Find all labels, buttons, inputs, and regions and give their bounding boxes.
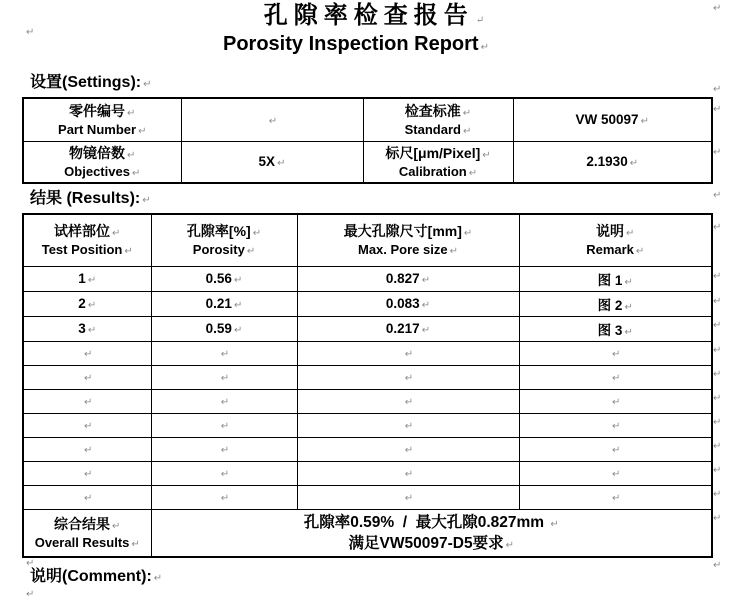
table-row <box>23 413 712 437</box>
part-number-value-cell[interactable] <box>181 98 363 141</box>
test-position-cell[interactable] <box>23 485 151 509</box>
paragraph-mark: ↵ <box>612 493 621 504</box>
paragraph-mark: ↵ <box>421 299 431 311</box>
pore-size-cell[interactable] <box>297 485 519 509</box>
calibration-value-cell[interactable] <box>513 141 712 183</box>
paragraph-mark: ↵ <box>462 107 472 119</box>
part-number-label-zh: 零件编号 <box>69 102 126 119</box>
table-row <box>23 485 712 509</box>
results-heading[interactable] <box>30 189 151 209</box>
pore-size-header-en: Max. Pore size <box>358 242 448 258</box>
porosity-header-cell[interactable] <box>151 214 297 266</box>
test-position-cell[interactable] <box>23 413 151 437</box>
standard-value-cell[interactable] <box>513 98 712 141</box>
paragraph-mark: ↵ <box>713 441 722 452</box>
pore-size-cell[interactable] <box>297 316 519 341</box>
porosity-value: 0.21 <box>205 295 232 311</box>
paragraph-mark: ↵ <box>220 445 230 456</box>
paragraph-mark: ↵ <box>220 373 230 384</box>
paragraph-mark: ↵ <box>26 558 35 569</box>
porosity-value: 0.56 <box>205 270 232 286</box>
paragraph-mark: ↵ <box>112 520 121 532</box>
porosity-cell[interactable] <box>151 413 297 437</box>
results-table <box>22 213 713 558</box>
paragraph-mark: ↵ <box>127 107 136 119</box>
remark-cell[interactable] <box>519 266 712 291</box>
paragraph-mark: ↵ <box>421 324 431 336</box>
paragraph-mark: ↵ <box>713 489 722 500</box>
standard-label-en: Standard <box>404 121 461 137</box>
paragraph-mark: ↵ <box>404 493 414 504</box>
paragraph-mark: ↵ <box>612 397 621 408</box>
paragraph-mark: ↵ <box>713 271 722 282</box>
test-position-header-en: Test Position <box>41 242 123 258</box>
paragraph-mark: ↵ <box>713 190 722 201</box>
paragraph-mark: ↵ <box>143 79 152 90</box>
calibration-label-cell[interactable] <box>363 141 513 183</box>
paragraph-mark: ↵ <box>612 349 621 360</box>
table-row <box>23 341 712 365</box>
test-position-cell[interactable] <box>23 316 151 341</box>
paragraph-mark: ↵ <box>142 195 151 206</box>
porosity-cell[interactable] <box>151 389 297 413</box>
overall-results-line2: 满足VW50097-D5要求 <box>348 534 504 552</box>
porosity-cell[interactable] <box>151 266 297 291</box>
porosity-value: 0.59 <box>205 320 232 336</box>
paragraph-mark: ↵ <box>421 274 431 286</box>
pore-size-value: 0.827 <box>385 270 420 286</box>
overall-results-label-cell[interactable] <box>23 509 151 557</box>
paragraph-mark: ↵ <box>713 465 722 476</box>
paragraph-mark: ↵ <box>246 246 256 258</box>
pore-size-cell[interactable] <box>297 365 519 389</box>
paragraph-mark: ↵ <box>612 373 621 384</box>
remark-header-en: Remark <box>586 242 634 258</box>
paragraph-mark: ↵ <box>468 167 478 179</box>
porosity-cell[interactable] <box>151 485 297 509</box>
paragraph-mark: ↵ <box>220 397 230 408</box>
porosity-header-en: Porosity <box>192 242 245 258</box>
paragraph-mark: ↵ <box>233 299 243 311</box>
paragraph-mark: ↵ <box>404 469 414 480</box>
calibration-label-zh: 标尺[μm/Pixel] <box>385 144 481 161</box>
paragraph-mark: ↵ <box>626 228 635 240</box>
remark-header-cell[interactable] <box>519 214 712 266</box>
paragraph-mark: ↵ <box>462 125 472 137</box>
paragraph-mark: ↵ <box>550 518 559 530</box>
paragraph-mark: ↵ <box>233 324 243 336</box>
paragraph-mark: ↵ <box>84 373 93 384</box>
test-position-cell[interactable] <box>23 365 151 389</box>
calibration-label-en: Calibration <box>398 163 467 179</box>
remark-cell[interactable] <box>519 316 712 341</box>
paragraph-mark: ↵ <box>233 274 243 286</box>
paragraph-mark: ↵ <box>713 369 722 380</box>
settings-row-1 <box>23 98 712 141</box>
results-heading-text: 结果 (Results): <box>30 190 141 207</box>
porosity-cell[interactable] <box>151 437 297 461</box>
table-row <box>23 316 712 341</box>
pore-size-cell[interactable] <box>297 291 519 316</box>
remark-header-zh: 说明 <box>596 223 625 240</box>
paragraph-mark: ↵ <box>713 104 722 115</box>
paragraph-mark: ↵ <box>220 469 230 480</box>
porosity-cell[interactable] <box>151 461 297 485</box>
porosity-cell[interactable] <box>151 341 297 365</box>
paragraph-mark: ↵ <box>220 349 230 360</box>
paragraph-mark: ↵ <box>713 3 722 14</box>
porosity-cell[interactable] <box>151 316 297 341</box>
remark-cell[interactable] <box>519 437 712 461</box>
pore-size-value: 0.083 <box>385 295 420 311</box>
paragraph-mark: ↵ <box>713 222 722 233</box>
comment-heading-text: 说明(Comment): <box>30 568 152 585</box>
table-row <box>23 461 712 485</box>
paragraph-mark: ↵ <box>404 445 414 456</box>
paragraph-mark: ↵ <box>713 147 722 158</box>
paragraph-mark: ↵ <box>26 27 35 38</box>
paragraph-mark: ↵ <box>480 42 489 53</box>
objectives-value: 5X <box>258 153 276 169</box>
remark-cell[interactable] <box>519 365 712 389</box>
paragraph-mark: ↵ <box>640 115 649 127</box>
paragraph-mark: ↵ <box>220 421 230 432</box>
objectives-value-cell[interactable] <box>181 141 363 183</box>
paragraph-mark: ↵ <box>629 157 639 169</box>
paragraph-mark: ↵ <box>84 445 93 456</box>
paragraph-mark: ↵ <box>84 469 93 480</box>
pore-size-header-cell[interactable] <box>297 214 519 266</box>
paragraph-mark: ↵ <box>84 349 93 360</box>
paragraph-mark: ↵ <box>252 228 262 240</box>
test-position-value: 2 <box>78 295 86 311</box>
objectives-label-zh: 物镜倍数 <box>69 144 126 161</box>
report-title-en-text: Porosity Inspection Report <box>223 33 479 55</box>
table-row <box>23 266 712 291</box>
paragraph-mark: ↵ <box>624 276 633 288</box>
paragraph-mark: ↵ <box>84 397 93 408</box>
paragraph-mark: ↵ <box>624 326 633 338</box>
overall-results-row <box>23 509 712 557</box>
paragraph-mark: ↵ <box>449 246 458 258</box>
test-position-cell[interactable] <box>23 291 151 316</box>
test-position-header-cell[interactable] <box>23 214 151 266</box>
table-row <box>23 291 712 316</box>
paragraph-mark: ↵ <box>713 393 722 404</box>
overall-results-label-en: Overall Results <box>34 534 130 550</box>
remark-value: 图 3 <box>597 322 623 338</box>
paragraph-mark: ↵ <box>220 493 230 504</box>
test-position-cell[interactable] <box>23 461 151 485</box>
paragraph-mark: ↵ <box>404 397 414 408</box>
report-title-en[interactable] <box>0 31 712 57</box>
pore-size-cell[interactable] <box>297 461 519 485</box>
pore-size-cell[interactable] <box>297 341 519 365</box>
paragraph-mark: ↵ <box>131 167 141 179</box>
standard-label-zh: 检查标准 <box>404 102 461 119</box>
results-header-row <box>23 214 712 266</box>
pore-size-cell[interactable] <box>297 437 519 461</box>
table-row <box>23 389 712 413</box>
paragraph-mark: ↵ <box>713 84 722 95</box>
paragraph-mark: ↵ <box>404 373 414 384</box>
paragraph-mark: ↵ <box>713 513 722 524</box>
table-row <box>23 365 712 389</box>
paragraph-mark: ↵ <box>153 573 163 584</box>
paragraph-mark: ↵ <box>26 589 35 600</box>
paragraph-mark: ↵ <box>87 299 97 311</box>
settings-table <box>22 97 713 184</box>
remark-cell[interactable] <box>519 485 712 509</box>
paragraph-mark: ↵ <box>404 421 414 432</box>
overall-results-line1: 孔隙率0.59% / 最大孔隙0.827mm <box>303 513 549 531</box>
pore-size-cell[interactable] <box>297 266 519 291</box>
paragraph-mark: ↵ <box>87 324 97 336</box>
remark-cell[interactable] <box>519 291 712 316</box>
porosity-cell[interactable] <box>151 365 297 389</box>
test-position-cell[interactable] <box>23 389 151 413</box>
comment-heading[interactable] <box>30 567 162 587</box>
paragraph-mark: ↵ <box>612 469 621 480</box>
objectives-label-en: Objectives <box>64 163 130 179</box>
part-number-label-cell[interactable] <box>23 98 181 141</box>
test-position-cell[interactable] <box>23 341 151 365</box>
paragraph-mark: ↵ <box>713 417 722 428</box>
remark-value: 图 2 <box>597 297 623 313</box>
standard-value: VW 50097 <box>575 111 639 127</box>
table-row <box>23 437 712 461</box>
test-position-value: 3 <box>78 320 86 336</box>
paragraph-mark: ↵ <box>138 125 147 137</box>
settings-row-2 <box>23 141 712 183</box>
part-number-label-en: Part Number <box>58 121 137 137</box>
paragraph-mark: ↵ <box>612 421 621 432</box>
paragraph-mark: ↵ <box>482 149 491 161</box>
test-position-header-zh: 试样部位 <box>54 223 111 240</box>
pore-size-value: 0.217 <box>385 320 420 336</box>
test-position-cell[interactable] <box>23 437 151 461</box>
objectives-label-cell[interactable] <box>23 141 181 183</box>
paragraph-mark: ↵ <box>112 228 121 240</box>
paragraph-mark: ↵ <box>127 149 136 161</box>
paragraph-mark: ↵ <box>624 301 633 313</box>
paragraph-mark: ↵ <box>713 320 722 331</box>
porosity-header-zh: 孔隙率[%] <box>186 223 251 240</box>
paragraph-mark: ↵ <box>612 445 621 456</box>
settings-heading[interactable] <box>30 73 152 93</box>
paragraph-mark: ↵ <box>475 15 485 26</box>
calibration-value: 2.1930 <box>586 153 628 169</box>
paragraph-mark: ↵ <box>463 228 473 240</box>
paragraph-mark: ↵ <box>84 421 93 432</box>
paragraph-mark: ↵ <box>404 349 414 360</box>
remark-cell[interactable] <box>519 389 712 413</box>
remark-value: 图 1 <box>597 272 623 288</box>
paragraph-mark: ↵ <box>713 345 722 356</box>
settings-heading-text: 设置(Settings): <box>30 74 142 91</box>
report-title-zh-text: 孔隙率检查报告 <box>263 0 474 29</box>
paragraph-mark: ↵ <box>277 157 286 169</box>
paragraph-mark: ↵ <box>87 274 97 286</box>
porosity-cell[interactable] <box>151 291 297 316</box>
overall-results-value-cell[interactable] <box>151 509 712 557</box>
overall-results-label-zh: 综合结果 <box>54 515 111 532</box>
remark-cell[interactable] <box>519 413 712 437</box>
remark-cell[interactable] <box>519 461 712 485</box>
paragraph-mark: ↵ <box>124 246 133 258</box>
paragraph-mark: ↵ <box>713 560 722 571</box>
test-position-cell[interactable] <box>23 266 151 291</box>
test-position-value: 1 <box>78 270 86 286</box>
pore-size-header-zh: 最大孔隙尺寸[mm] <box>343 223 462 240</box>
paragraph-mark: ↵ <box>84 493 93 504</box>
standard-label-cell[interactable] <box>363 98 513 141</box>
remark-cell[interactable] <box>519 341 712 365</box>
paragraph-mark: ↵ <box>505 539 514 551</box>
pore-size-cell[interactable] <box>297 389 519 413</box>
paragraph-mark: ↵ <box>268 115 278 127</box>
paragraph-mark: ↵ <box>131 538 140 550</box>
pore-size-cell[interactable] <box>297 413 519 437</box>
paragraph-mark: ↵ <box>713 296 722 307</box>
report-title-zh[interactable] <box>0 1 748 29</box>
paragraph-mark: ↵ <box>635 246 645 258</box>
